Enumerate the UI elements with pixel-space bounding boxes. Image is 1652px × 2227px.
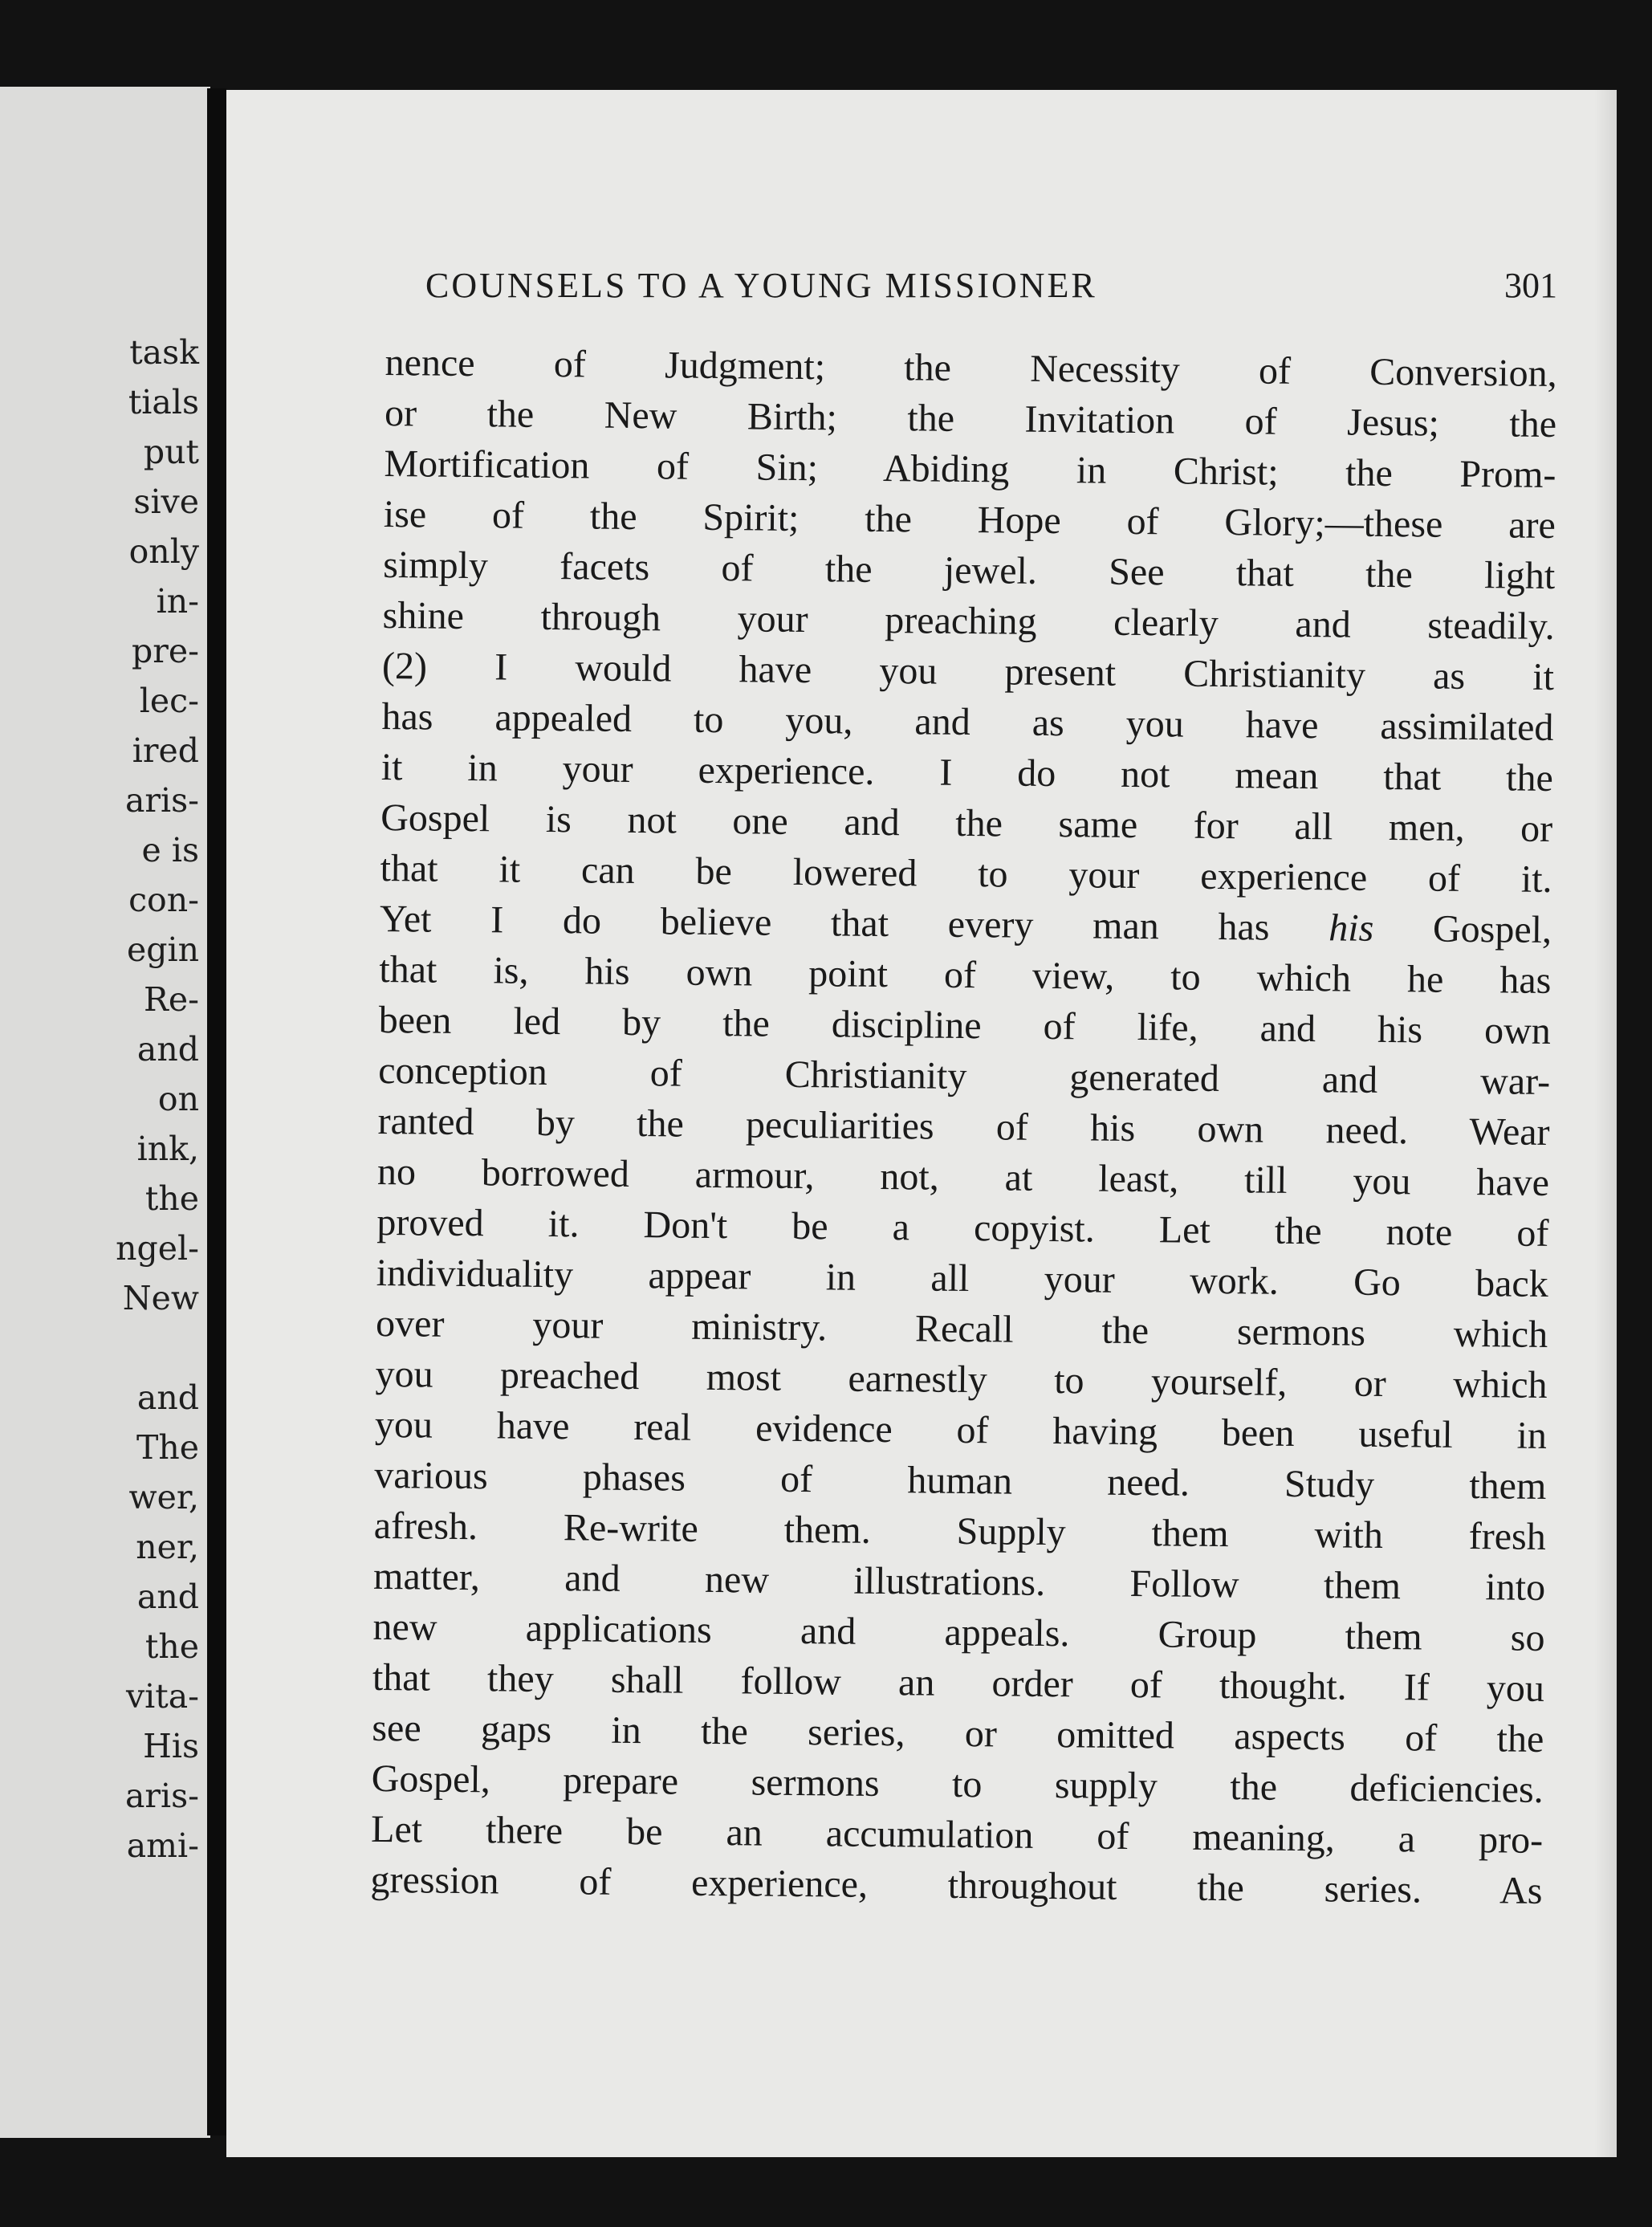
previous-page-line-fragment: and — [136, 1030, 199, 1069]
body-line: (2) I would have you present Christianity as it — [381, 644, 1555, 698]
previous-page-line-fragment: sive — [133, 482, 199, 521]
body-line: gression of experience, throughout the series. As — [370, 1858, 1543, 1912]
body-line: no borrowed armour, not, at least, till you have — [376, 1150, 1550, 1204]
running-head — [425, 265, 1557, 316]
body-line: shine through your preaching clearly and steadily. — [382, 593, 1555, 648]
body-line: Gospel, prepare sermons to supply the deficiencies. — [371, 1757, 1544, 1811]
body-line: it in your experience. I do not mean that the — [380, 745, 1554, 800]
body-line: see gaps in the series, or omitted aspects of the — [372, 1706, 1544, 1761]
body-line: has appealed to you, and as you have assimilated — [381, 694, 1554, 749]
running-head-title: COUNSELS TO A YOUNG MISSIONER — [425, 266, 1097, 305]
page-number: 301 — [1504, 266, 1557, 305]
previous-page-line-fragment: task — [129, 333, 199, 372]
body-line: new applications and appeals. Group them so — [372, 1605, 1545, 1659]
body-line: ranted by the peculiarities of his own need. Wear — [377, 1099, 1550, 1154]
previous-page-line-fragment: ink, — [136, 1130, 199, 1168]
previous-page-fragment — [0, 87, 210, 2138]
previous-page-line-fragment: vita- — [125, 1677, 199, 1716]
body-line: proved it. Don't be a copyist. Let the note of — [376, 1200, 1549, 1255]
previous-page-line-fragment: ami- — [126, 1826, 199, 1865]
body-line: nence of Judgment; the Necessity of Conversion, — [385, 340, 1557, 396]
previous-page-line-fragment: ner, — [136, 1528, 199, 1566]
previous-page-line-fragment: on — [157, 1080, 199, 1118]
previous-page-line-fragment: the — [144, 1627, 199, 1666]
body-line: over your ministry. Recall the sermons which — [375, 1301, 1548, 1356]
body-line: you preached most earnestly to yourself, or which — [375, 1352, 1548, 1407]
previous-page-line-fragment: in- — [156, 582, 199, 621]
previous-page-line-fragment: ired — [132, 731, 199, 770]
previous-page-line-fragment: only — [128, 532, 199, 571]
body-line: matter, and new illustrations. Follow them into — [372, 1554, 1546, 1609]
previous-page-line-fragment: ngel- — [116, 1229, 199, 1268]
previous-page-line-fragment: The — [136, 1428, 199, 1467]
body-line: individuality appear in all your work. Go back — [376, 1251, 1548, 1305]
previous-page-line-fragment: Re- — [144, 980, 199, 1019]
body-line: Gospel is not one and the same for all men, or — [380, 796, 1553, 850]
body-line: ise of the Spirit; the Hope of Glory;—these are — [383, 492, 1556, 548]
previous-page-line-fragment: wer, — [128, 1478, 199, 1517]
previous-page-line-fragment: aris- — [124, 1777, 199, 1815]
body-text — [370, 337, 1557, 1916]
body-line: Let there be an accumulation of meaning, a pro- — [370, 1807, 1544, 1862]
previous-page-line-fragment: New — [122, 1279, 199, 1317]
emphasis-his: his — [1329, 906, 1374, 950]
body-line: Mortification of Sin; Abiding in Christ; the Prom- — [384, 442, 1556, 497]
previous-page-line-fragment: egin — [126, 930, 199, 969]
body-line: or the New Birth; the Invitation of Jesus; the — [384, 391, 1557, 446]
previous-page-line-fragment: His — [143, 1727, 199, 1765]
body-line: Yet I do believe that every man has his Gospel, — [379, 897, 1552, 951]
previous-page-line-fragment: the — [144, 1179, 199, 1218]
previous-page-line-fragment: tials — [128, 383, 199, 421]
body-line: been led by the discipline of life, and his own — [378, 998, 1552, 1052]
previous-page-line-fragment: put — [143, 433, 199, 471]
body-line: you have real evidence of having been useful in — [374, 1403, 1548, 1457]
previous-page-line-fragment: e is — [141, 831, 199, 869]
page-301 — [226, 90, 1617, 2157]
body-line: that it can be lowered to your experience of it. — [380, 846, 1552, 901]
previous-page-line-fragment: pre- — [132, 632, 199, 670]
previous-page-line-fragment: and — [136, 1378, 199, 1417]
body-line: simply facets of the jewel. See that the light — [383, 543, 1556, 598]
previous-page-line-fragment: aris- — [124, 781, 199, 820]
previous-page-line-fragment: lec- — [139, 682, 199, 720]
body-line: that is, his own point of view, to which he has — [379, 947, 1552, 1002]
body-line: conception of Christianity generated and war- — [377, 1048, 1551, 1103]
previous-page-line-fragment: and — [136, 1578, 199, 1616]
body-line: afresh. Re-write them. Supply them with fresh — [373, 1504, 1546, 1558]
body-line: various phases of human need. Study them — [374, 1453, 1547, 1508]
book-gutter — [207, 88, 226, 2135]
page-edge-shadow — [1594, 90, 1617, 2157]
previous-page-line-fragment: con- — [128, 881, 199, 919]
body-line: that they shall follow an order of thought. If you — [372, 1655, 1545, 1710]
